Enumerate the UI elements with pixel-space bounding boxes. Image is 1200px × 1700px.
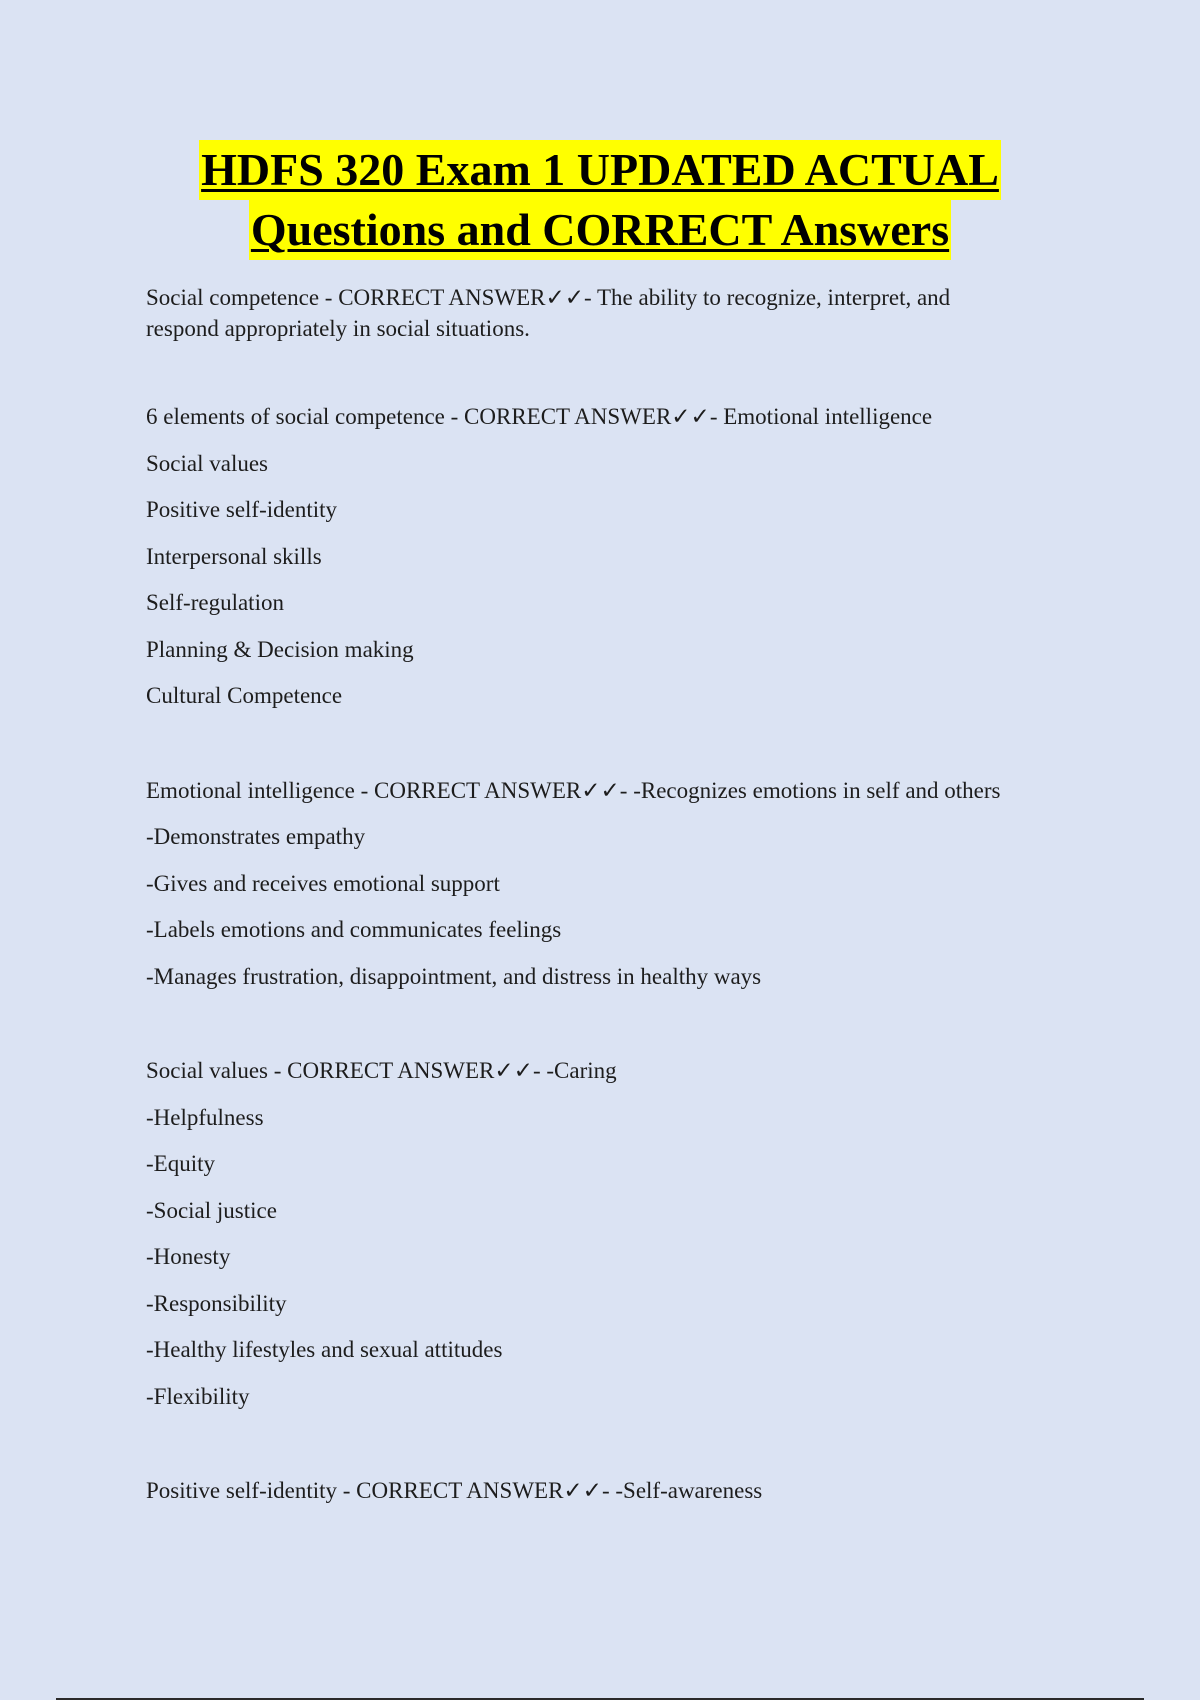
qa-line: Emotional intelligence - CORRECT ANSWER✓✓- -Recognizes emotions in self and others [146, 777, 1001, 803]
qa-line: -Demonstrates empathy [146, 824, 366, 849]
qa-line: Positive self-identity - CORRECT ANSWER✓✓- -Self-awareness [146, 1478, 763, 1503]
qa-line: Social competence - CORRECT ANSWER✓✓- The ability to recognize, interpret, and [146, 285, 951, 310]
qa-line: Social values [146, 450, 268, 476]
qa-line: Interpersonal skills [146, 543, 322, 569]
qa-line: -Equity [146, 1151, 215, 1176]
qa-line: -Helpfulness [146, 1104, 264, 1130]
qa-item-six-elements [146, 394, 1076, 720]
qa-item-social-competence [146, 282, 1076, 344]
qa-line: Social values - CORRECT ANSWER✓✓- -Caring [146, 1058, 617, 1083]
qa-line: -Healthy lifestyles and sexual attitudes [146, 1337, 503, 1362]
title-line-2: Questions and CORRECT Answers [249, 200, 951, 260]
qa-line: Positive self-identity [146, 497, 338, 522]
qa-line: -Gives and receives emotional support [146, 870, 500, 896]
title-line-1: HDFS 320 Exam 1 UPDATED ACTUAL [199, 140, 1001, 200]
qa-line: -Social justice [146, 1197, 277, 1223]
qa-line: respond appropriately in social situations. [146, 316, 530, 341]
qa-item-emotional-intelligence [146, 768, 1076, 1001]
qa-line: -Manages frustration, disappointment, and distress in healthy ways [146, 963, 762, 989]
qa-line: Self-regulation [146, 590, 284, 615]
qa-line: -Honesty [146, 1244, 231, 1269]
qa-line: Planning & Decision making [146, 636, 414, 662]
qa-line: -Flexibility [146, 1383, 250, 1409]
qa-line: -Responsibility [146, 1290, 287, 1316]
document-title [0, 140, 1200, 260]
document-body [146, 282, 1076, 1515]
qa-line: 6 elements of social competence - CORRECT ANSWER✓✓- Emotional intelligence [146, 404, 933, 429]
qa-item-social-values [146, 1048, 1076, 1420]
qa-line: Cultural Competence [146, 683, 343, 708]
qa-item-positive-self-identity [146, 1468, 1076, 1515]
qa-line: -Labels emotions and communicates feelings [146, 917, 562, 942]
